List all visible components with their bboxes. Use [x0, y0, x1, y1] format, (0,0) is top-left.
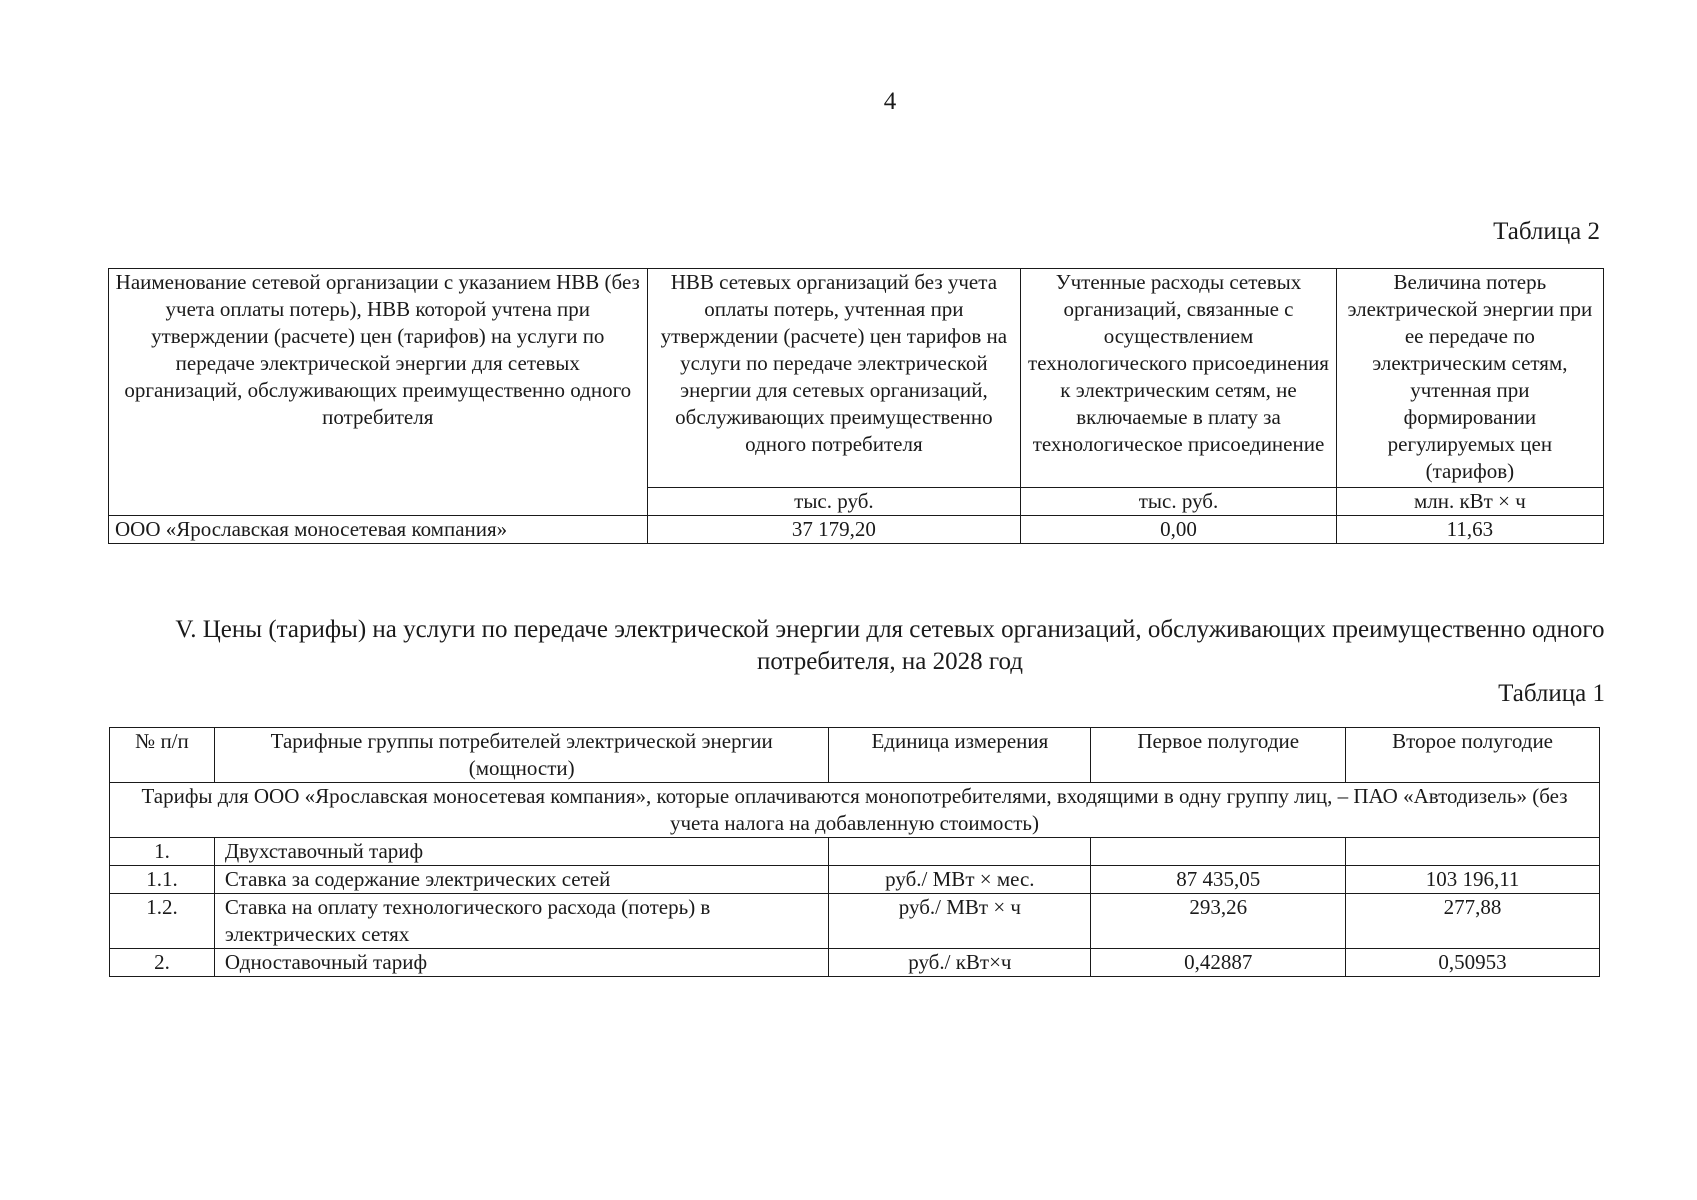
- row-name: Одноставочный тариф: [214, 949, 829, 977]
- row-h2: 103 196,11: [1346, 866, 1600, 894]
- table-2-value-losses: 11,63: [1336, 516, 1603, 544]
- table-2-org-name: ООО «Ярославская моносетевая компания»: [109, 516, 648, 544]
- table-2: [108, 268, 1604, 544]
- page-number: 4: [883, 88, 897, 115]
- table-1-header-unit: Единица измерения: [829, 728, 1091, 783]
- table-1-header-h2: Второе полугодие: [1346, 728, 1600, 783]
- table-row: [110, 838, 1600, 866]
- table-2-unit-expenses: тыс. руб.: [1021, 488, 1336, 516]
- table-1-header-num: № п/п: [110, 728, 215, 783]
- table-2-unit-nvv: тыс. руб.: [647, 488, 1021, 516]
- row-name: Ставка на оплату технологического расхода (потерь) в электрических сетях: [214, 894, 829, 949]
- row-unit: [829, 838, 1091, 866]
- row-unit: руб./ МВт × мес.: [829, 866, 1091, 894]
- row-h2: 277,88: [1346, 894, 1600, 949]
- table-1-header-row: [110, 728, 1600, 783]
- table-2-caption: Таблица 2: [1493, 218, 1600, 245]
- row-num: 1.2.: [110, 894, 215, 949]
- row-name: Двухставочный тариф: [214, 838, 829, 866]
- table-2-header-expenses: Учтенные расходы сетевых организаций, связанные с осуществлением технологического присоединения к электрическим сетям, не включаемые в плату за технологическое присоединение: [1021, 269, 1336, 488]
- table-2-header-losses: Величина потерь электрической энергии при ее передаче по электрическим сетям, учтенная при формировании регулируемых цен (тарифов): [1336, 269, 1603, 488]
- row-num: 2.: [110, 949, 215, 977]
- row-h1: 0,42887: [1091, 949, 1346, 977]
- row-name: Ставка за содержание электрических сетей: [214, 866, 829, 894]
- table-1-caption: Таблица 1: [1498, 680, 1605, 707]
- table-row: [110, 866, 1600, 894]
- row-h1: [1091, 838, 1346, 866]
- row-h2: 0,50953: [1346, 949, 1600, 977]
- row-h2: [1346, 838, 1600, 866]
- table-1: [109, 727, 1600, 977]
- row-h1: 293,26: [1091, 894, 1346, 949]
- table-1-header-group: Тарифные группы потребителей электрической энергии (мощности): [214, 728, 829, 783]
- table-1-span-text: Тарифы для ООО «Ярославская моносетевая компания», которые оплачиваются монопотребителями, входящими в одну группу лиц, – ПАО «Автодизель» (без учета налога на добавленную стоимость): [110, 783, 1600, 838]
- table-2-value-nvv: 37 179,20: [647, 516, 1021, 544]
- table-1-header-h1: Первое полугодие: [1091, 728, 1346, 783]
- table-2-header-name: Наименование сетевой организации с указанием НВВ (без учета оплаты потерь), НВВ которой учтена при утверждении (расчете) цен (тарифов) на услуги по передаче электрической энергии для сетевых организаций, обслуживающих преимущественно одного потребителя: [109, 269, 648, 516]
- section-heading: V. Цены (тарифы) на услуги по передаче электрической энергии для сетевых организаций, обслуживающих преимущественно одного потребителя, на 2028 год: [175, 616, 1605, 675]
- table-2-unit-losses: млн. кВт × ч: [1336, 488, 1603, 516]
- row-h1: 87 435,05: [1091, 866, 1346, 894]
- table-2-header-row: [109, 269, 1604, 488]
- table-row: [110, 894, 1600, 949]
- table-2-value-expenses: 0,00: [1021, 516, 1336, 544]
- row-unit: руб./ МВт × ч: [829, 894, 1091, 949]
- row-num: 1.1.: [110, 866, 215, 894]
- table-row: [110, 949, 1600, 977]
- row-unit: руб./ кВт×ч: [829, 949, 1091, 977]
- table-1-span-row: [110, 783, 1600, 838]
- table-2-data-row: [109, 516, 1604, 544]
- row-num: 1.: [110, 838, 215, 866]
- table-2-header-nvv: НВВ сетевых организаций без учета оплаты потерь, учтенная при утверждении (расчете) цен тарифов на услуги по передаче электрической энергии для сетевых организаций, обслуживающих преимущественно одного потребителя: [647, 269, 1021, 488]
